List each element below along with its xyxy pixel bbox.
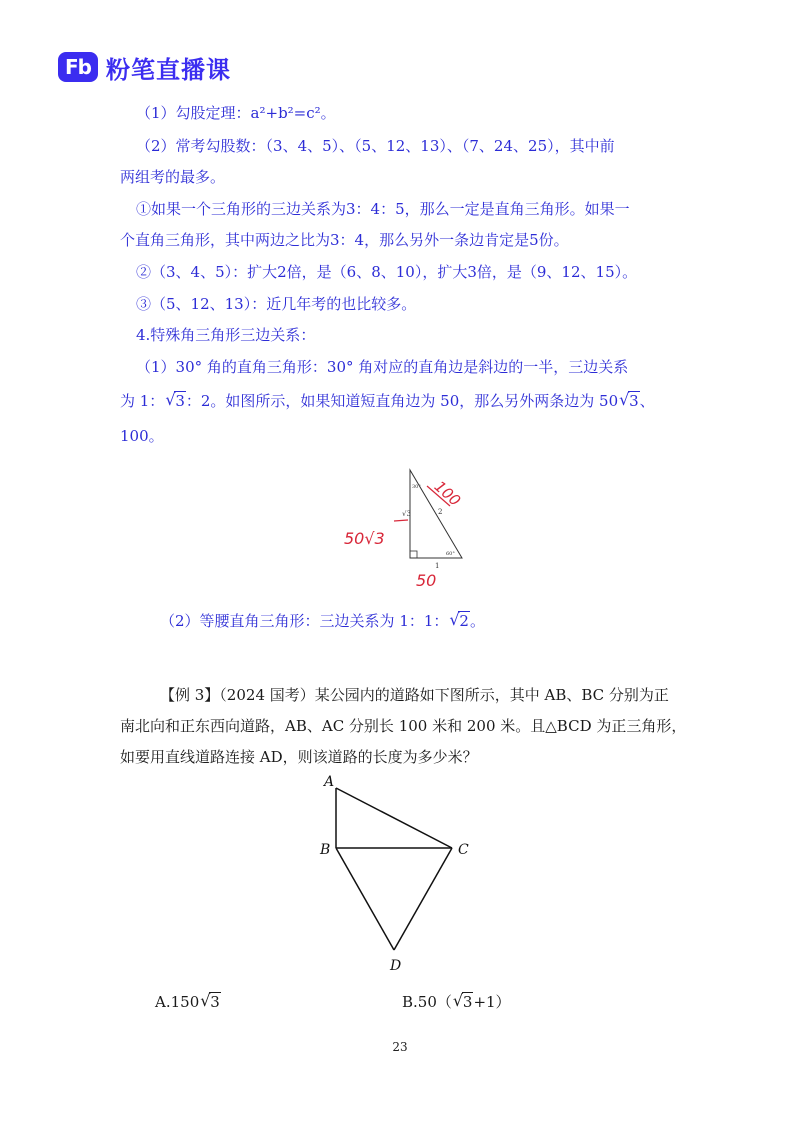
option-b[interactable] — [402, 992, 602, 1012]
text-line-12 — [160, 611, 730, 631]
right-angle-mark — [410, 551, 417, 558]
page-number: 23 — [392, 1040, 408, 1054]
text-line-11: 100。 — [120, 427, 164, 445]
logo-text: 粉笔直播课 — [106, 55, 231, 84]
segment-cd — [394, 848, 452, 950]
radicand: 3 — [462, 993, 473, 1011]
example-line-1: 【例 3】（2024 国考）某公园内的道路如下图所示，其中 AB、BC 分别为正 — [160, 686, 669, 704]
side-label-1: 1 — [435, 562, 440, 570]
right-triangle-figure — [330, 462, 480, 592]
text-line-6: ②（3、4、5）：扩大2倍，是（6、8、10），扩大3倍，是（9、12、15）。 — [136, 263, 638, 281]
text-frag: 。 — [469, 612, 485, 630]
logo-icon: Fb — [58, 52, 98, 82]
sqrt-symbol — [619, 391, 640, 411]
angle-label-top: 30° — [412, 484, 421, 490]
sqrt-symbol — [453, 992, 474, 1012]
hand-label-50root3: 50√3 — [344, 529, 385, 548]
radicand: 3 — [210, 993, 220, 1011]
text-line-7: ③（5、12、13）：近几年考的也比较多。 — [136, 295, 417, 313]
hand-label-50: 50 — [416, 571, 437, 590]
text-line-10 — [120, 391, 690, 411]
hand-mark-line — [394, 520, 408, 521]
option-text: A.150 — [155, 993, 200, 1011]
sqrt-symbol — [200, 992, 221, 1012]
text-line-3: 两组考的最多。 — [120, 168, 226, 186]
segment-ac — [336, 788, 452, 848]
text-line-2: （2）常考勾股数：（3、4、5）、（5、12、13）、（7、24、25），其中前 — [136, 137, 615, 155]
radicand: 3 — [629, 392, 639, 410]
text-frag: 为 1： — [120, 392, 165, 410]
segment-bd — [336, 848, 394, 950]
side-label-2: 2 — [438, 508, 443, 516]
example-line-2: 南北向和正东西向道路，AB、AC 分别长 100 米和 200 米。且△BCD 为正三角形， — [120, 717, 687, 735]
brand-logo — [58, 50, 231, 84]
point-label-b: B — [320, 842, 331, 858]
example-line-3: 如要用直线道路连接 AD，则该道路的长度为多少米？ — [120, 748, 478, 766]
point-label-a: A — [324, 774, 335, 790]
text-line-9: （1）30° 角的直角三角形：30° 角对应的直角边是斜边的一半，三边关系 — [136, 358, 629, 376]
text-frag: 、 — [639, 392, 655, 410]
option-text: B.50（ — [402, 993, 452, 1011]
sqrt-symbol — [449, 611, 470, 631]
radicand: 3 — [175, 392, 185, 410]
text-line-5: 个直角三角形，其中两边之比为3：4，那么另外一条边肯定是5份。 — [120, 231, 569, 249]
point-label-d: D — [390, 958, 402, 974]
text-line-4: ①如果一个三角形的三边关系为3：4：5，那么一定是直角三角形。如果一 — [136, 200, 630, 218]
hand-label-100: 100 — [430, 477, 465, 510]
text-frag: ：2。如图所示，如果知道短直角边为 50，那么另外两条边为 50 — [185, 392, 619, 410]
radicand: 2 — [459, 612, 469, 630]
geometry-figure-abcd — [310, 770, 490, 980]
sqrt-symbol — [165, 391, 186, 411]
text-frag: （2）等腰直角三角形：三边关系为 1：1： — [160, 612, 449, 630]
side-label-root3: √3 — [402, 510, 411, 518]
option-a[interactable] — [155, 992, 355, 1012]
text-line-1: （1）勾股定理：a²+b²=c²。 — [136, 104, 336, 122]
text-line-8: 4.特殊角三角形三边关系： — [136, 326, 316, 344]
point-label-c: C — [458, 842, 469, 858]
option-text: +1） — [473, 993, 511, 1011]
angle-label-bottom: 60° — [446, 551, 455, 557]
